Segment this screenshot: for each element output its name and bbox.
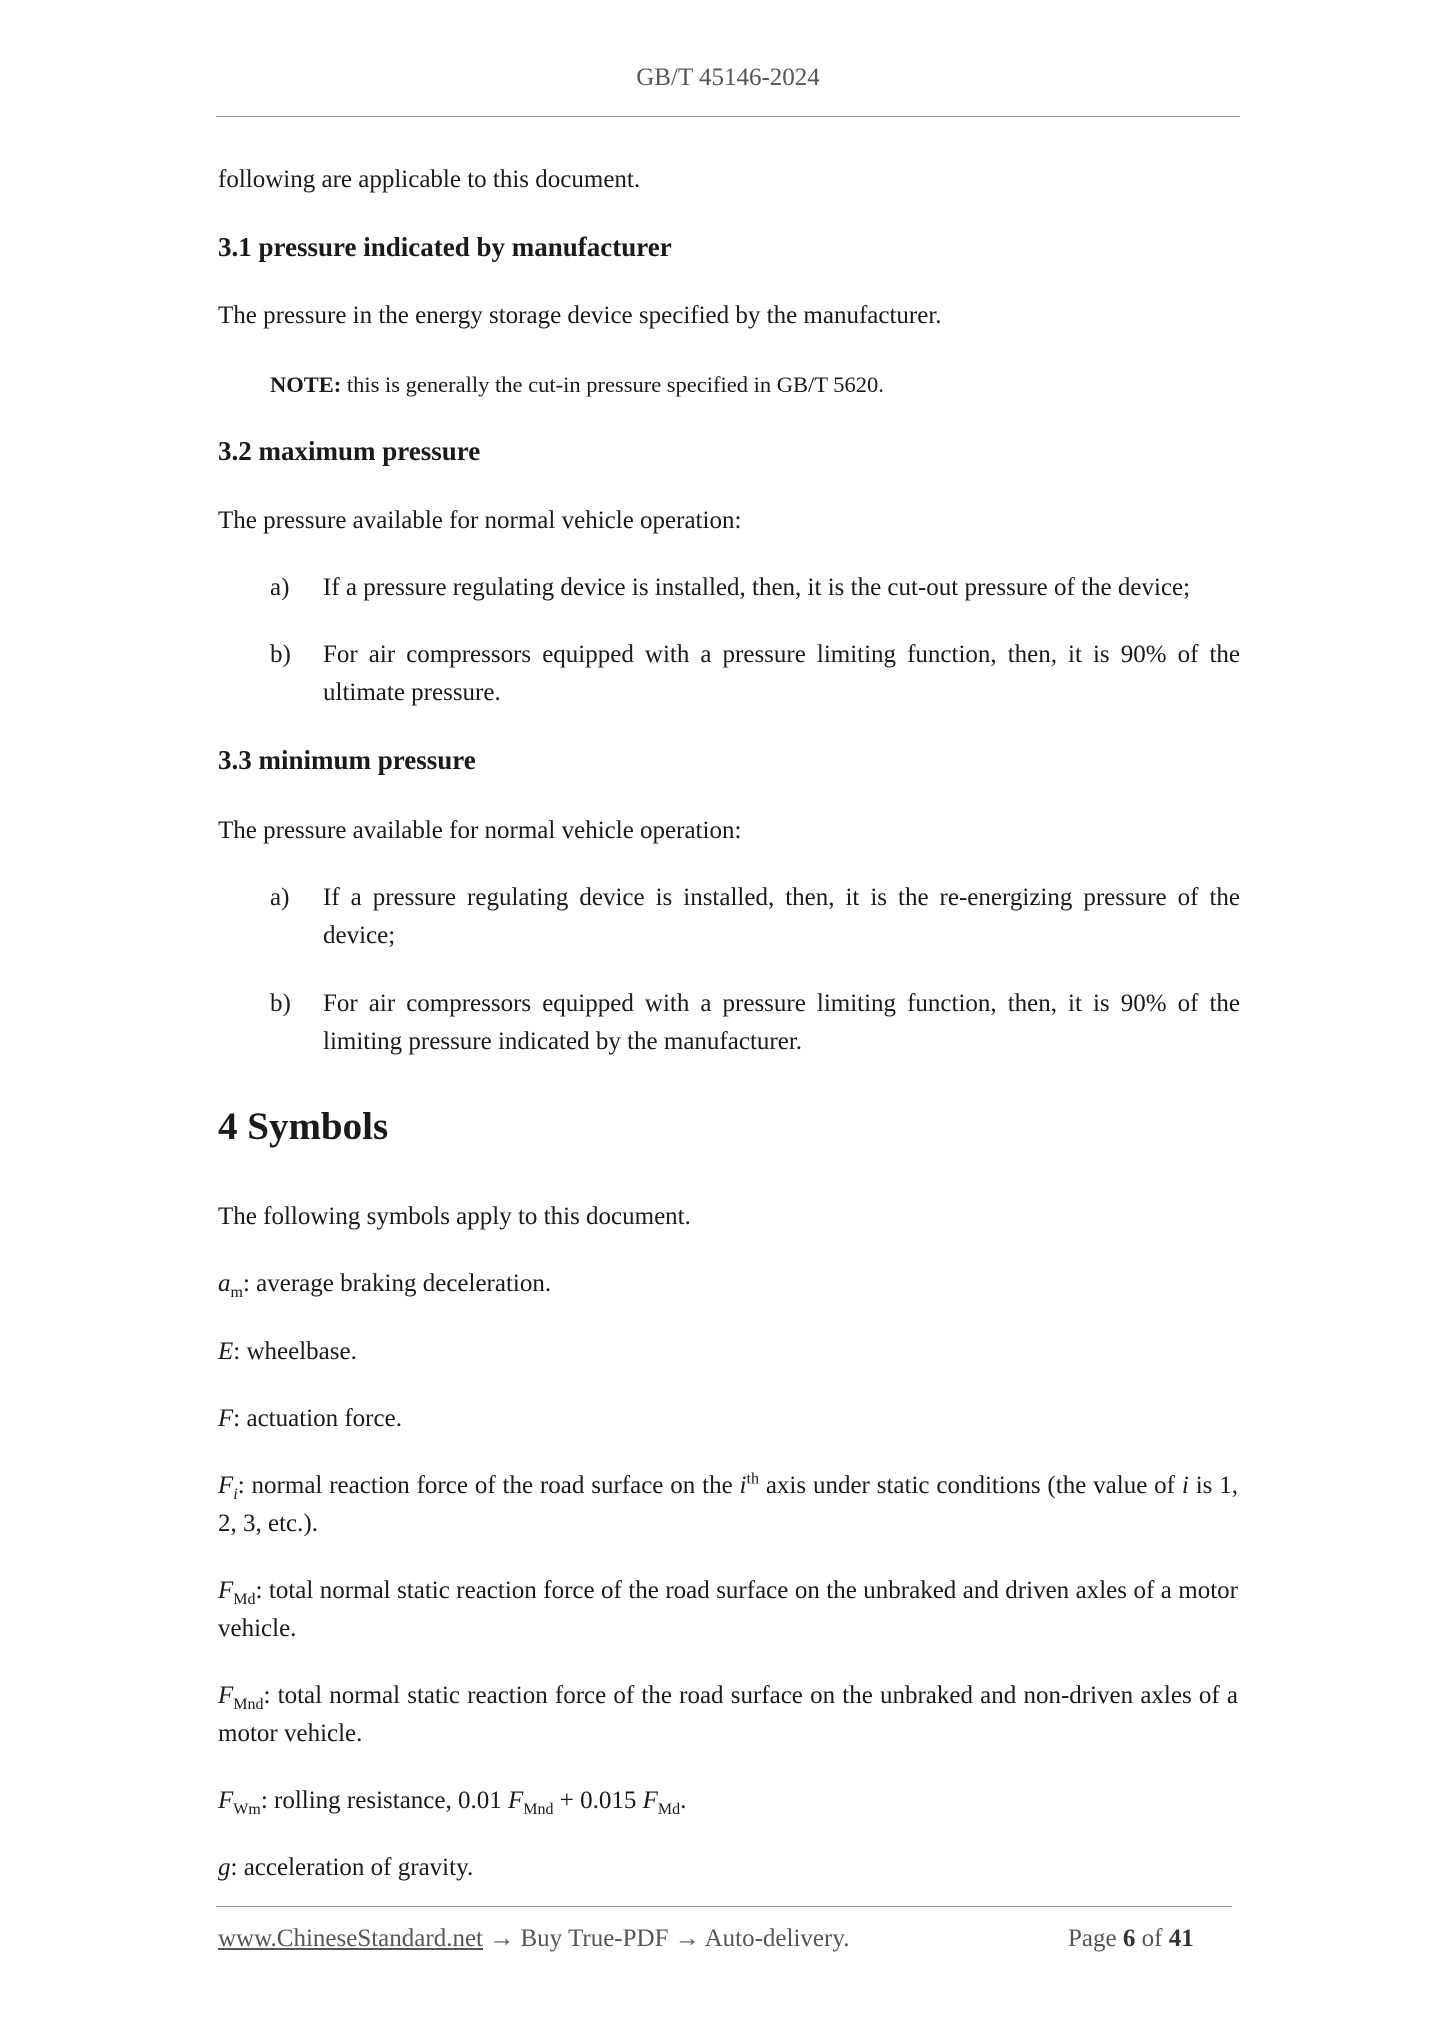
symbol-FMd xyxy=(218,1572,1238,1648)
buy-text: Buy True-PDF xyxy=(520,1925,669,1952)
list-item xyxy=(270,636,1240,712)
symbol-subscript: Mnd xyxy=(233,1696,264,1713)
footer-promo xyxy=(218,1925,849,1953)
section-3-2-heading: 3.2 maximum pressure xyxy=(218,436,481,466)
list-marker: b) xyxy=(270,641,291,668)
total-pages: 41 xyxy=(1168,1925,1194,1952)
symbol-letter: F xyxy=(218,1472,234,1499)
symbol-F xyxy=(218,1400,1238,1438)
page-number xyxy=(1068,1925,1194,1953)
symbol-definition-end: . xyxy=(680,1787,687,1814)
symbol-letter: E xyxy=(218,1338,234,1365)
delivery-text: Auto-delivery. xyxy=(704,1925,850,1952)
term-letter: F xyxy=(508,1787,524,1814)
list-marker: a) xyxy=(270,884,290,911)
symbol-subscript: m xyxy=(230,1284,243,1301)
symbol-FWm xyxy=(218,1782,1238,1820)
symbol-E xyxy=(218,1333,1238,1371)
list-item xyxy=(270,879,1240,955)
symbol-g xyxy=(218,1849,1238,1887)
ordinal-variable: i xyxy=(739,1472,747,1499)
list-item xyxy=(270,569,1240,607)
site-link[interactable]: www.ChineseStandard.net xyxy=(218,1925,483,1952)
footer-rule xyxy=(216,1906,1232,1907)
section-3-1-note xyxy=(270,372,884,398)
symbol-letter: F xyxy=(218,1405,234,1432)
list-item-text: If a pressure regulating device is installed, then, it is the re-energizing pressure of the device; xyxy=(323,884,1240,949)
symbol-Fi xyxy=(218,1467,1238,1543)
symbol-definition: : actuation force. xyxy=(233,1405,402,1432)
section-3-1-heading: 3.1 pressure indicated by manufacturer xyxy=(218,232,672,262)
index-variable: i xyxy=(1181,1472,1189,1499)
symbols-intro: The following symbols apply to this document. xyxy=(218,1203,691,1230)
list-item-text: For air compressors equipped with a pressure limiting function, then, it is 90% of the limiting pressure indicated by the manufacturer. xyxy=(323,990,1240,1055)
symbol-definition: : normal reaction force of the road surface on the xyxy=(237,1472,740,1499)
term-letter: F xyxy=(642,1787,658,1814)
symbol-definition: : average braking deceleration. xyxy=(242,1270,552,1297)
section-3-3-heading: 3.3 minimum pressure xyxy=(218,745,476,775)
list-item xyxy=(270,985,1240,1061)
symbol-letter: F xyxy=(218,1682,234,1709)
symbol-definition: : acceleration of gravity. xyxy=(230,1854,474,1881)
symbol-letter: a xyxy=(218,1270,231,1297)
section-3-3-text: The pressure available for normal vehicle operation: xyxy=(218,817,742,844)
symbol-definition: : wheelbase. xyxy=(233,1338,357,1365)
list-item-text: If a pressure regulating device is installed, then, it is the cut-out pressure of the device; xyxy=(323,574,1191,601)
symbol-definition: : total normal static reaction force of the road surface on the unbraked and driven axles of a motor vehicle. xyxy=(218,1577,1238,1642)
symbol-am xyxy=(218,1265,1238,1303)
symbol-letter: F xyxy=(218,1577,234,1604)
symbol-definition: : rolling resistance, 0.01 xyxy=(260,1787,508,1814)
symbol-definition-end: is 1, 2, 3, etc.). xyxy=(218,1472,1238,1537)
arrow-icon: → xyxy=(668,1925,705,1952)
symbol-subscript: Wm xyxy=(233,1801,261,1818)
of-label: of xyxy=(1135,1925,1169,1952)
list-marker: b) xyxy=(270,990,291,1017)
intro-paragraph: following are applicable to this document. xyxy=(218,166,641,193)
header-rule xyxy=(216,116,1240,117)
symbol-letter: F xyxy=(218,1787,234,1814)
current-page: 6 xyxy=(1122,1925,1136,1952)
document-id-header: GB/T 45146-2024 xyxy=(636,64,820,91)
section-3-1-text: The pressure in the energy storage device specified by the manufacturer. xyxy=(218,302,942,329)
ordinal-suffix: th xyxy=(746,1470,759,1488)
note-label: NOTE: xyxy=(270,372,342,397)
symbol-definition: : total normal static reaction force of the road surface on the unbraked and non-driven axles of a motor vehicle. xyxy=(218,1682,1238,1747)
symbol-subscript: Md xyxy=(233,1591,256,1608)
symbol-letter: g xyxy=(218,1854,231,1881)
term-subscript: Mnd xyxy=(523,1801,554,1818)
section-3-2-text: The pressure available for normal vehicle operation: xyxy=(218,507,742,534)
list-marker: a) xyxy=(270,574,290,601)
symbol-FMnd xyxy=(218,1677,1238,1753)
arrow-icon: → xyxy=(483,1925,521,1952)
term-subscript: Md xyxy=(657,1801,681,1818)
list-item-text: For air compressors equipped with a pressure limiting function, then, it is 90% of the ultimate pressure. xyxy=(323,641,1240,706)
symbol-definition-cont: + 0.015 xyxy=(553,1787,643,1814)
symbol-subscript: i xyxy=(233,1486,238,1503)
symbol-definition-cont: axis under static conditions (the value of xyxy=(758,1472,1182,1499)
page-label: Page xyxy=(1068,1925,1123,1952)
note-text: this is generally the cut-in pressure specified in GB/T 5620. xyxy=(341,372,884,397)
section-4-heading: 4 Symbols xyxy=(218,1105,389,1148)
